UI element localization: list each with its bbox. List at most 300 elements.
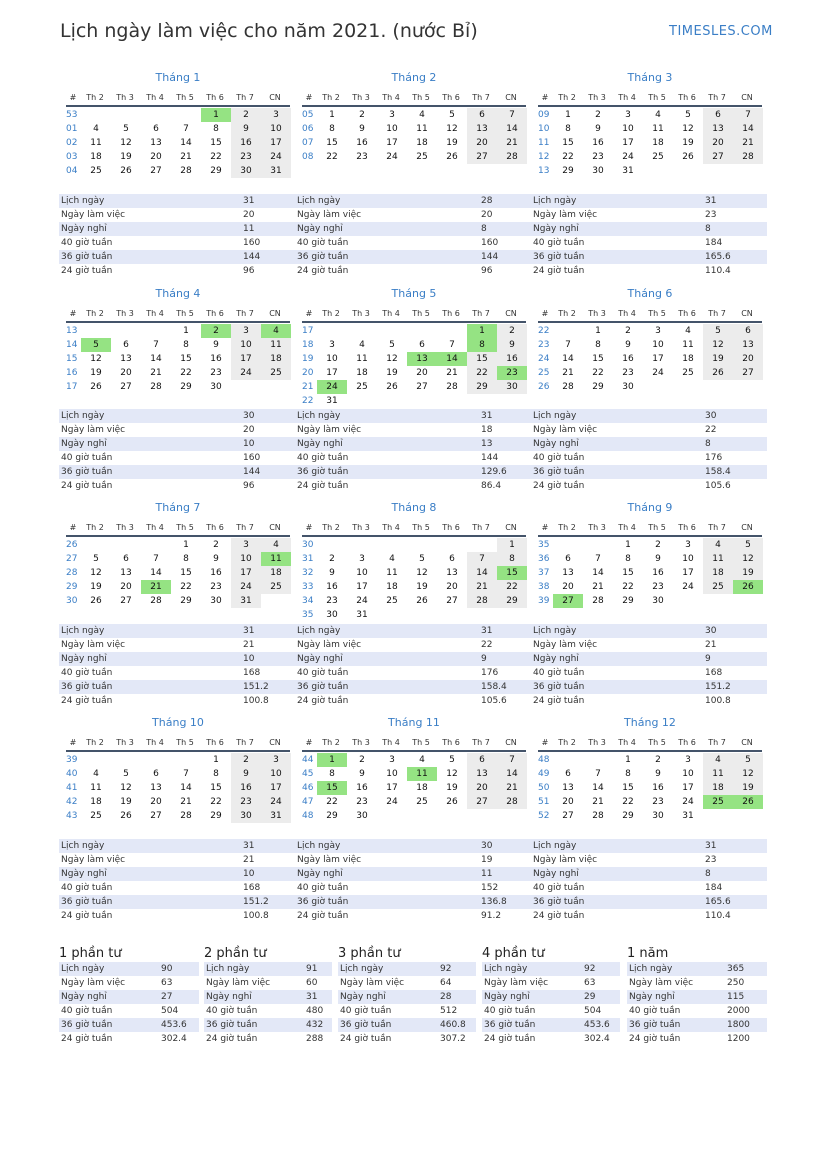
- calendar-day[interactable]: 6: [467, 108, 497, 122]
- calendar-day[interactable]: 7: [595, 554, 601, 564]
- calendar-day[interactable]: 7: [153, 554, 159, 564]
- calendar-day[interactable]: 1: [183, 326, 189, 336]
- calendar-day[interactable]: 15: [622, 568, 634, 578]
- calendar-day[interactable]: 19: [446, 138, 458, 148]
- calendar-day[interactable]: 17: [261, 136, 291, 150]
- calendar-day[interactable]: 20: [703, 136, 733, 150]
- calendar-day[interactable]: 18: [416, 783, 428, 793]
- calendar-day[interactable]: 9: [595, 124, 601, 134]
- calendar-day[interactable]: 24: [317, 380, 347, 394]
- calendar-day[interactable]: 19: [386, 368, 398, 378]
- calendar-day[interactable]: 8: [213, 124, 219, 134]
- calendar-day[interactable]: 8: [565, 124, 571, 134]
- calendar-day[interactable]: 18: [703, 781, 733, 795]
- calendar-day[interactable]: 12: [733, 767, 763, 781]
- calendar-day[interactable]: 13: [407, 352, 437, 366]
- calendar-day[interactable]: 21: [180, 797, 192, 807]
- calendar-day[interactable]: 10: [261, 767, 291, 781]
- calendar-day[interactable]: 3: [261, 108, 291, 122]
- calendar-day[interactable]: 20: [733, 352, 763, 366]
- calendar-day[interactable]: 16: [210, 354, 222, 364]
- calendar-day[interactable]: 2: [231, 753, 261, 767]
- calendar-day[interactable]: 29: [622, 811, 634, 821]
- calendar-day[interactable]: 30: [622, 382, 634, 392]
- calendar-day[interactable]: 20: [150, 797, 162, 807]
- calendar-day[interactable]: 25: [90, 811, 102, 821]
- calendar-day[interactable]: 7: [497, 108, 527, 122]
- calendar-day[interactable]: 17: [231, 566, 261, 580]
- calendar-day[interactable]: 9: [359, 124, 365, 134]
- calendar-day[interactable]: 11: [90, 138, 102, 148]
- calendar-day[interactable]: 16: [231, 136, 261, 150]
- calendar-day[interactable]: 6: [565, 769, 571, 779]
- calendar-day[interactable]: 11: [90, 783, 102, 793]
- calendar-day[interactable]: 11: [407, 767, 437, 781]
- calendar-day[interactable]: 4: [703, 538, 733, 552]
- calendar-day[interactable]: 8: [595, 340, 601, 350]
- calendar-day[interactable]: 16: [231, 781, 261, 795]
- calendar-day[interactable]: 5: [81, 338, 111, 352]
- calendar-day[interactable]: 2: [655, 540, 661, 550]
- calendar-day[interactable]: 8: [625, 769, 631, 779]
- calendar-day[interactable]: 12: [446, 124, 458, 134]
- calendar-day[interactable]: 12: [90, 354, 102, 364]
- calendar-day[interactable]: 25: [703, 795, 733, 809]
- calendar-day[interactable]: 21: [497, 781, 527, 795]
- calendar-day[interactable]: 22: [180, 582, 192, 592]
- calendar-day[interactable]: 24: [231, 366, 261, 380]
- site-brand-link[interactable]: TIMESLES.COM: [669, 24, 773, 39]
- calendar-day[interactable]: 20: [467, 781, 497, 795]
- calendar-day[interactable]: 5: [389, 340, 395, 350]
- calendar-day[interactable]: 9: [231, 122, 261, 136]
- calendar-day[interactable]: 26: [733, 795, 763, 809]
- calendar-day[interactable]: 3: [231, 324, 261, 338]
- calendar-day[interactable]: 30: [326, 610, 338, 620]
- calendar-day[interactable]: 4: [419, 755, 425, 765]
- calendar-day[interactable]: 12: [682, 124, 694, 134]
- calendar-day[interactable]: 12: [703, 338, 733, 352]
- calendar-day[interactable]: 3: [389, 755, 395, 765]
- calendar-day[interactable]: 22: [592, 368, 604, 378]
- calendar-day[interactable]: 23: [652, 582, 664, 592]
- calendar-day[interactable]: 7: [467, 552, 497, 566]
- calendar-day[interactable]: 13: [703, 122, 733, 136]
- calendar-day[interactable]: 6: [565, 554, 571, 564]
- calendar-day[interactable]: 23: [497, 366, 527, 380]
- calendar-day[interactable]: 9: [625, 340, 631, 350]
- calendar-day[interactable]: 6: [449, 554, 455, 564]
- calendar-day[interactable]: 14: [562, 354, 574, 364]
- calendar-day[interactable]: 17: [386, 783, 398, 793]
- calendar-day[interactable]: 8: [213, 769, 219, 779]
- calendar-day[interactable]: 23: [210, 582, 222, 592]
- calendar-day[interactable]: 25: [703, 580, 733, 594]
- calendar-day[interactable]: 3: [231, 538, 261, 552]
- calendar-day[interactable]: 15: [210, 138, 222, 148]
- calendar-day[interactable]: 28: [446, 382, 458, 392]
- calendar-day[interactable]: 18: [682, 354, 694, 364]
- calendar-day[interactable]: 1: [625, 540, 631, 550]
- calendar-day[interactable]: 28: [180, 811, 192, 821]
- calendar-day[interactable]: 11: [652, 124, 664, 134]
- calendar-day[interactable]: 8: [625, 554, 631, 564]
- calendar-day[interactable]: 23: [592, 152, 604, 162]
- calendar-day[interactable]: 25: [652, 152, 664, 162]
- calendar-day[interactable]: 4: [93, 124, 99, 134]
- calendar-day[interactable]: 20: [562, 797, 574, 807]
- calendar-day[interactable]: 13: [562, 783, 574, 793]
- calendar-day[interactable]: 11: [703, 552, 733, 566]
- calendar-day[interactable]: 5: [733, 538, 763, 552]
- calendar-day[interactable]: 30: [652, 811, 664, 821]
- calendar-day[interactable]: 26: [120, 166, 132, 176]
- calendar-day[interactable]: 10: [231, 552, 261, 566]
- calendar-day[interactable]: 26: [682, 152, 694, 162]
- calendar-day[interactable]: 19: [120, 152, 132, 162]
- calendar-day[interactable]: 12: [416, 568, 428, 578]
- calendar-day[interactable]: 21: [467, 580, 497, 594]
- calendar-day[interactable]: 9: [655, 554, 661, 564]
- calendar-day[interactable]: 29: [180, 596, 192, 606]
- calendar-day[interactable]: 13: [446, 568, 458, 578]
- calendar-day[interactable]: 30: [210, 382, 222, 392]
- calendar-day[interactable]: 24: [386, 152, 398, 162]
- calendar-day[interactable]: 19: [682, 138, 694, 148]
- calendar-day[interactable]: 15: [180, 568, 192, 578]
- calendar-day[interactable]: 13: [733, 338, 763, 352]
- calendar-day[interactable]: 12: [120, 138, 132, 148]
- calendar-day[interactable]: 2: [359, 755, 365, 765]
- calendar-day[interactable]: 23: [231, 150, 261, 164]
- calendar-day[interactable]: 6: [123, 554, 129, 564]
- calendar-day[interactable]: 16: [652, 568, 664, 578]
- calendar-day[interactable]: 16: [622, 354, 634, 364]
- calendar-day[interactable]: 27: [150, 166, 162, 176]
- calendar-day[interactable]: 10: [652, 340, 664, 350]
- calendar-day[interactable]: 16: [210, 568, 222, 578]
- calendar-day[interactable]: 6: [153, 769, 159, 779]
- calendar-day[interactable]: 13: [467, 122, 497, 136]
- calendar-day[interactable]: 6: [733, 324, 763, 338]
- calendar-day[interactable]: 16: [592, 138, 604, 148]
- calendar-day[interactable]: 21: [562, 368, 574, 378]
- calendar-day[interactable]: 22: [326, 797, 338, 807]
- calendar-day[interactable]: 27: [120, 382, 132, 392]
- calendar-day[interactable]: 17: [356, 582, 368, 592]
- calendar-day[interactable]: 1: [467, 324, 497, 338]
- calendar-day[interactable]: 29: [497, 594, 527, 608]
- calendar-day[interactable]: 16: [652, 783, 664, 793]
- calendar-day[interactable]: 3: [329, 340, 335, 350]
- calendar-day[interactable]: 23: [356, 797, 368, 807]
- calendar-day[interactable]: 7: [153, 340, 159, 350]
- calendar-day[interactable]: 14: [592, 783, 604, 793]
- calendar-day[interactable]: 22: [622, 797, 634, 807]
- calendar-day[interactable]: 26: [446, 152, 458, 162]
- calendar-day[interactable]: 28: [562, 382, 574, 392]
- calendar-day[interactable]: 30: [231, 164, 261, 178]
- calendar-day[interactable]: 31: [356, 610, 368, 620]
- calendar-day[interactable]: 6: [703, 108, 733, 122]
- calendar-day[interactable]: 14: [150, 354, 162, 364]
- calendar-day[interactable]: 13: [120, 354, 132, 364]
- calendar-day[interactable]: 12: [90, 568, 102, 578]
- calendar-day[interactable]: 19: [703, 352, 733, 366]
- calendar-day[interactable]: 9: [359, 769, 365, 779]
- calendar-day[interactable]: 29: [562, 166, 574, 176]
- calendar-day[interactable]: 20: [446, 582, 458, 592]
- calendar-day[interactable]: 6: [467, 753, 497, 767]
- calendar-day[interactable]: 4: [389, 554, 395, 564]
- calendar-day[interactable]: 24: [682, 797, 694, 807]
- calendar-day[interactable]: 22: [180, 368, 192, 378]
- calendar-day[interactable]: 25: [261, 366, 291, 380]
- calendar-day[interactable]: 3: [261, 753, 291, 767]
- calendar-day[interactable]: 24: [652, 368, 664, 378]
- calendar-day[interactable]: 6: [123, 340, 129, 350]
- calendar-day[interactable]: 10: [356, 568, 368, 578]
- calendar-day[interactable]: 11: [386, 568, 398, 578]
- calendar-day[interactable]: 4: [93, 769, 99, 779]
- calendar-day[interactable]: 19: [90, 582, 102, 592]
- calendar-day[interactable]: 20: [416, 368, 428, 378]
- calendar-day[interactable]: 26: [446, 797, 458, 807]
- calendar-day[interactable]: 11: [682, 340, 694, 350]
- calendar-day[interactable]: 26: [90, 596, 102, 606]
- calendar-day[interactable]: 6: [153, 124, 159, 134]
- calendar-day[interactable]: 10: [261, 122, 291, 136]
- calendar-day[interactable]: 30: [356, 811, 368, 821]
- calendar-day[interactable]: 30: [231, 809, 261, 823]
- calendar-day[interactable]: 5: [93, 554, 99, 564]
- calendar-day[interactable]: 15: [562, 138, 574, 148]
- calendar-day[interactable]: 3: [359, 554, 365, 564]
- calendar-day[interactable]: 7: [449, 340, 455, 350]
- calendar-day[interactable]: 22: [326, 152, 338, 162]
- calendar-day[interactable]: 9: [213, 340, 219, 350]
- calendar-day[interactable]: 7: [595, 769, 601, 779]
- calendar-day[interactable]: 27: [120, 596, 132, 606]
- calendar-day[interactable]: 5: [733, 753, 763, 767]
- calendar-day[interactable]: 7: [497, 753, 527, 767]
- calendar-day[interactable]: 17: [326, 368, 338, 378]
- calendar-day[interactable]: 10: [386, 124, 398, 134]
- calendar-day[interactable]: 5: [449, 110, 455, 120]
- calendar-day[interactable]: 12: [446, 769, 458, 779]
- calendar-day[interactable]: 5: [449, 755, 455, 765]
- calendar-day[interactable]: 16: [326, 582, 338, 592]
- calendar-day[interactable]: 25: [261, 580, 291, 594]
- calendar-day[interactable]: 2: [329, 554, 335, 564]
- calendar-day[interactable]: 31: [261, 809, 291, 823]
- calendar-day[interactable]: 2: [231, 108, 261, 122]
- calendar-day[interactable]: 11: [703, 767, 733, 781]
- calendar-day[interactable]: 29: [210, 166, 222, 176]
- calendar-day[interactable]: 11: [261, 552, 291, 566]
- calendar-day[interactable]: 18: [261, 566, 291, 580]
- calendar-day[interactable]: 18: [356, 368, 368, 378]
- calendar-day[interactable]: 18: [90, 797, 102, 807]
- calendar-day[interactable]: 13: [467, 767, 497, 781]
- calendar-day[interactable]: 5: [419, 554, 425, 564]
- calendar-day[interactable]: 28: [592, 811, 604, 821]
- calendar-day[interactable]: 9: [213, 554, 219, 564]
- calendar-day[interactable]: 5: [703, 324, 733, 338]
- calendar-day[interactable]: 5: [123, 124, 129, 134]
- calendar-day[interactable]: 17: [652, 354, 664, 364]
- calendar-day[interactable]: 4: [703, 753, 733, 767]
- calendar-day[interactable]: 8: [497, 552, 527, 566]
- calendar-day[interactable]: 8: [467, 338, 497, 352]
- calendar-day[interactable]: 28: [733, 150, 763, 164]
- calendar-day[interactable]: 29: [210, 811, 222, 821]
- calendar-day[interactable]: 20: [120, 582, 132, 592]
- calendar-day[interactable]: 5: [685, 110, 691, 120]
- calendar-day[interactable]: 5: [123, 769, 129, 779]
- calendar-day[interactable]: 22: [210, 797, 222, 807]
- calendar-day[interactable]: 23: [652, 797, 664, 807]
- calendar-day[interactable]: 8: [329, 124, 335, 134]
- calendar-day[interactable]: 3: [685, 755, 691, 765]
- calendar-day[interactable]: 22: [622, 582, 634, 592]
- calendar-day[interactable]: 14: [467, 566, 497, 580]
- calendar-day[interactable]: 3: [389, 110, 395, 120]
- calendar-day[interactable]: 19: [733, 566, 763, 580]
- calendar-day[interactable]: 23: [231, 795, 261, 809]
- calendar-day[interactable]: 8: [183, 340, 189, 350]
- calendar-day[interactable]: 2: [359, 110, 365, 120]
- calendar-day[interactable]: 29: [180, 382, 192, 392]
- calendar-day[interactable]: 27: [416, 382, 428, 392]
- calendar-day[interactable]: 29: [592, 382, 604, 392]
- calendar-day[interactable]: 31: [622, 166, 634, 176]
- calendar-day[interactable]: 23: [356, 152, 368, 162]
- calendar-day[interactable]: 10: [622, 124, 634, 134]
- calendar-day[interactable]: 9: [655, 769, 661, 779]
- calendar-day[interactable]: 25: [416, 797, 428, 807]
- calendar-day[interactable]: 27: [467, 795, 497, 809]
- calendar-day[interactable]: 15: [497, 566, 527, 580]
- calendar-day[interactable]: 4: [655, 110, 661, 120]
- calendar-day[interactable]: 14: [592, 568, 604, 578]
- calendar-day[interactable]: 19: [733, 781, 763, 795]
- calendar-day[interactable]: 12: [386, 354, 398, 364]
- calendar-day[interactable]: 30: [652, 596, 664, 606]
- calendar-day[interactable]: 20: [562, 582, 574, 592]
- calendar-day[interactable]: 27: [733, 366, 763, 380]
- calendar-day[interactable]: 15: [622, 783, 634, 793]
- calendar-day[interactable]: 10: [231, 338, 261, 352]
- calendar-day[interactable]: 11: [356, 354, 368, 364]
- calendar-day[interactable]: 23: [210, 368, 222, 378]
- calendar-day[interactable]: 28: [592, 596, 604, 606]
- calendar-day[interactable]: 1: [497, 538, 527, 552]
- calendar-day[interactable]: 25: [386, 596, 398, 606]
- calendar-day[interactable]: 4: [359, 340, 365, 350]
- calendar-day[interactable]: 21: [141, 580, 171, 594]
- calendar-day[interactable]: 13: [562, 568, 574, 578]
- calendar-day[interactable]: 14: [437, 352, 467, 366]
- calendar-day[interactable]: 18: [261, 352, 291, 366]
- calendar-day[interactable]: 1: [595, 326, 601, 336]
- calendar-day[interactable]: 14: [497, 122, 527, 136]
- calendar-day[interactable]: 29: [622, 596, 634, 606]
- calendar-day[interactable]: 22: [210, 152, 222, 162]
- calendar-day[interactable]: 20: [150, 152, 162, 162]
- calendar-day[interactable]: 28: [467, 594, 497, 608]
- calendar-day[interactable]: 20: [120, 368, 132, 378]
- calendar-day[interactable]: 17: [386, 138, 398, 148]
- calendar-day[interactable]: 4: [261, 538, 291, 552]
- calendar-day[interactable]: 4: [261, 324, 291, 338]
- calendar-day[interactable]: 14: [180, 783, 192, 793]
- calendar-day[interactable]: 15: [210, 783, 222, 793]
- calendar-day[interactable]: 13: [150, 138, 162, 148]
- calendar-day[interactable]: 27: [553, 594, 583, 608]
- calendar-day[interactable]: 29: [467, 380, 497, 394]
- calendar-day[interactable]: 21: [592, 582, 604, 592]
- calendar-day[interactable]: 16: [356, 138, 368, 148]
- calendar-day[interactable]: 10: [386, 769, 398, 779]
- calendar-day[interactable]: 7: [565, 340, 571, 350]
- calendar-day[interactable]: 15: [180, 354, 192, 364]
- calendar-day[interactable]: 29: [326, 811, 338, 821]
- calendar-day[interactable]: 19: [446, 783, 458, 793]
- calendar-day[interactable]: 18: [652, 138, 664, 148]
- calendar-day[interactable]: 27: [446, 596, 458, 606]
- calendar-day[interactable]: 15: [592, 354, 604, 364]
- calendar-day[interactable]: 17: [682, 568, 694, 578]
- calendar-day[interactable]: 27: [467, 150, 497, 164]
- calendar-day[interactable]: 7: [183, 769, 189, 779]
- calendar-day[interactable]: 31: [231, 594, 261, 608]
- calendar-day[interactable]: 25: [90, 166, 102, 176]
- calendar-day[interactable]: 10: [682, 554, 694, 564]
- calendar-day[interactable]: 14: [180, 138, 192, 148]
- calendar-day[interactable]: 8: [329, 769, 335, 779]
- calendar-day[interactable]: 11: [416, 124, 428, 134]
- calendar-day[interactable]: 18: [703, 566, 733, 580]
- calendar-day[interactable]: 2: [595, 110, 601, 120]
- calendar-day[interactable]: 18: [416, 138, 428, 148]
- calendar-day[interactable]: 1: [201, 108, 231, 122]
- calendar-day[interactable]: 19: [120, 797, 132, 807]
- calendar-day[interactable]: 14: [733, 122, 763, 136]
- calendar-day[interactable]: 4: [419, 110, 425, 120]
- calendar-day[interactable]: 21: [446, 368, 458, 378]
- calendar-day[interactable]: 26: [416, 596, 428, 606]
- calendar-day[interactable]: 23: [622, 368, 634, 378]
- calendar-day[interactable]: 1: [317, 753, 347, 767]
- calendar-day[interactable]: 17: [622, 138, 634, 148]
- calendar-day[interactable]: 19: [90, 368, 102, 378]
- calendar-day[interactable]: 13: [150, 783, 162, 793]
- calendar-day[interactable]: 31: [261, 164, 291, 178]
- calendar-day[interactable]: 16: [497, 352, 527, 366]
- calendar-day[interactable]: 26: [120, 811, 132, 821]
- calendar-day[interactable]: 30: [497, 380, 527, 394]
- calendar-day[interactable]: 6: [419, 340, 425, 350]
- calendar-day[interactable]: 13: [120, 568, 132, 578]
- calendar-day[interactable]: 1: [213, 755, 219, 765]
- calendar-day[interactable]: 12: [120, 783, 132, 793]
- calendar-day[interactable]: 28: [497, 150, 527, 164]
- calendar-day[interactable]: 20: [467, 136, 497, 150]
- calendar-day[interactable]: 3: [685, 540, 691, 550]
- calendar-day[interactable]: 1: [625, 755, 631, 765]
- calendar-day[interactable]: 21: [497, 136, 527, 150]
